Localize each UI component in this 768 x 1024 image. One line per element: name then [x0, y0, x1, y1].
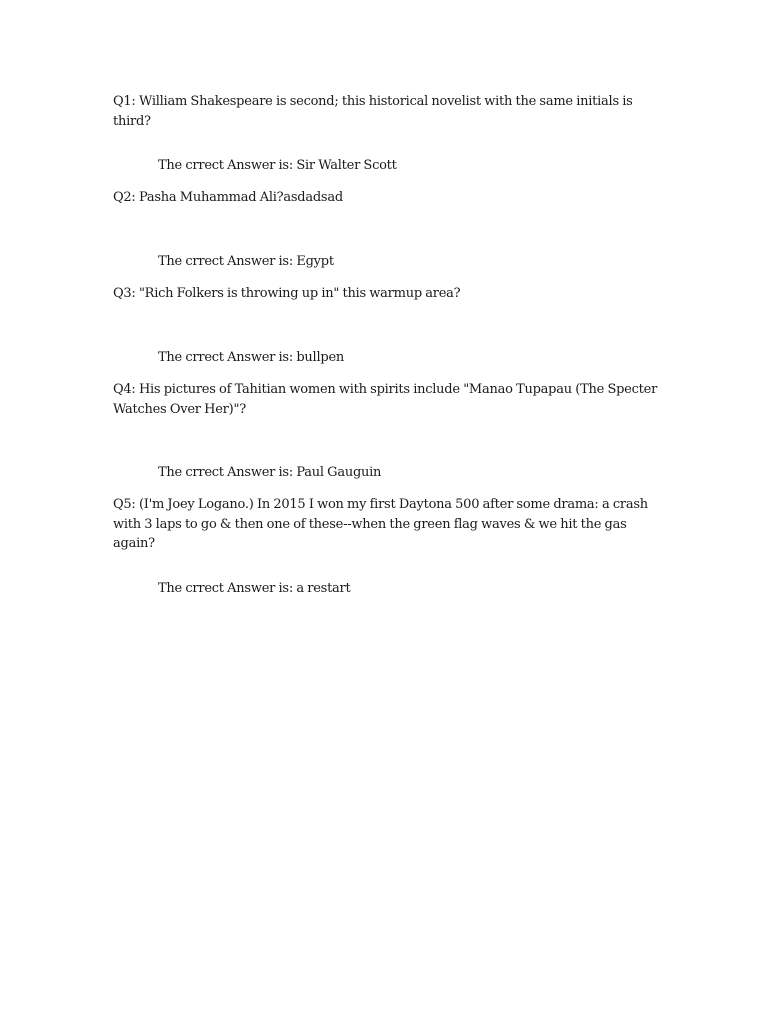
- answer-1: [158, 156, 397, 176]
- answer-3: [158, 348, 344, 368]
- answer-prefix: The crrect Answer is:: [158, 158, 297, 173]
- answer-prefix: The crrect Answer is:: [158, 465, 297, 480]
- question-4: Q4: His pictures of Tahitian women with spirits include "Manao Tupapau (The Specter Watches Over Her)"?: [113, 382, 658, 417]
- answer-prefix: The crrect Answer is:: [158, 254, 297, 269]
- qa-item-3: [113, 284, 661, 365]
- qa-item-5: [113, 495, 661, 596]
- answer-prefix: The crrect Answer is:: [158, 581, 297, 596]
- answer-2-value: Egypt: [296, 254, 334, 269]
- question-2: Q2: Pasha Muhammad Ali?asdadsad: [113, 190, 343, 205]
- answer-4-value: Paul Gauguin: [296, 465, 382, 480]
- question-5: Q5: (I'm Joey Logano.) In 2015 I won my first Daytona 500 after some drama: a crash with 3 laps to go & then one of these--when the green flag waves & we hit the gas again?: [113, 497, 648, 551]
- answer-5-value: a restart: [296, 581, 351, 596]
- qa-item-4: [113, 380, 661, 480]
- question-3: Q3: "Rich Folkers is throwing up in" this warmup area?: [113, 286, 461, 301]
- answer-3-value: bullpen: [296, 350, 345, 365]
- answer-5: [158, 579, 350, 599]
- answer-prefix: The crrect Answer is:: [158, 350, 297, 365]
- answer-4: [158, 463, 381, 483]
- answer-1-value: Sir Walter Scott: [296, 158, 397, 173]
- qa-item-1: [113, 92, 661, 173]
- question-1: Q1: William Shakespeare is second; this historical novelist with the same initials is third?: [113, 94, 633, 129]
- answer-2: [158, 252, 334, 272]
- qa-item-2: [113, 188, 661, 269]
